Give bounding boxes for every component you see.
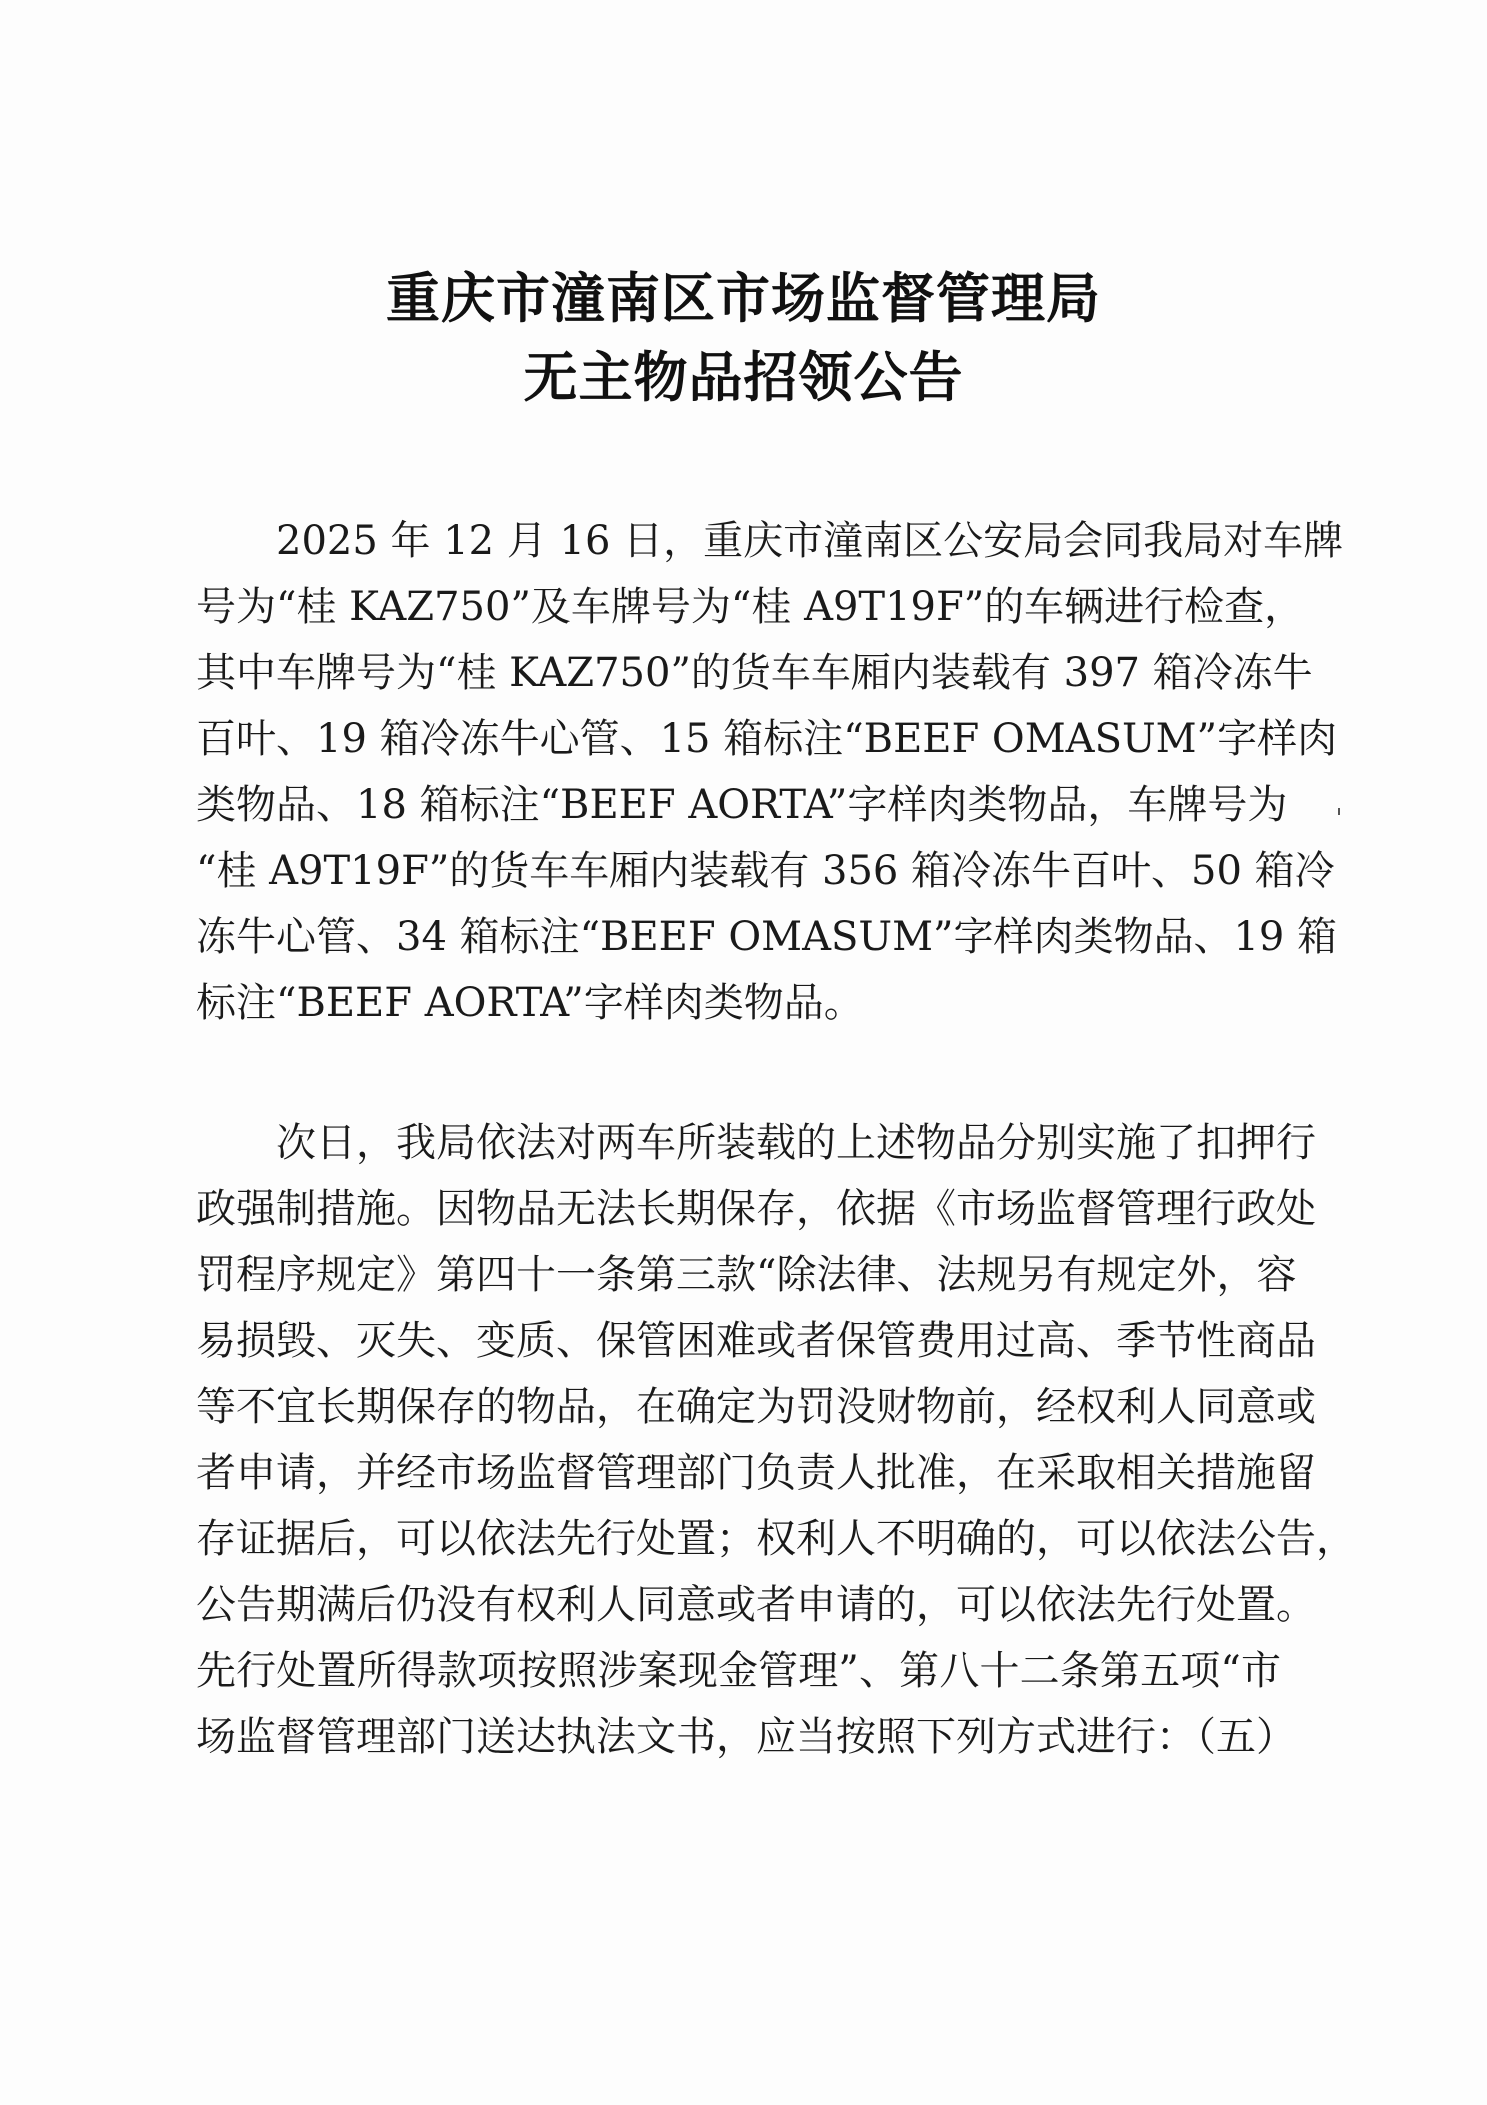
paragraph-line: “桂 A9T19F”的货车车厢内装载有 356 箱冷冻牛百叶、50 箱冷: [196, 848, 1335, 894]
paragraph-line: 先行处置所得款项按照涉案现金管理”、第八十二条第五项“市: [196, 1648, 1281, 1694]
paragraph-inspection: [196, 508, 1344, 1036]
paragraph-line: 公告期满后仍没有权利人同意或者申请的，可以依法先行处置。: [196, 1582, 1316, 1628]
paragraph-line: 存证据后，可以依法先行处置；权利人不明确的，可以依法公告，: [196, 1516, 1356, 1562]
paragraph-line: 冻牛心管、34 箱标注“BEEF OMASUM”字样肉类物品、19 箱: [196, 914, 1338, 960]
paragraph-line: 百叶、19 箱冷冻牛心管、15 箱标注“BEEF OMASUM”字样肉: [196, 716, 1338, 762]
paragraph-line: 者申请，并经市场监督管理部门负责人批准，在采取相关措施留: [196, 1450, 1316, 1496]
scan-speck: [1338, 808, 1340, 815]
paragraph-line: 类物品、18 箱标注“BEEF AORTA”字样肉类物品，车牌号为: [196, 782, 1288, 828]
document-title-notice: 无主物品招领公告: [523, 345, 964, 409]
paragraph-line: 等不宜长期保存的物品，在确定为罚没财物前，经权利人同意或: [196, 1384, 1316, 1430]
paragraph-line: 政强制措施。因物品无法长期保存，依据《市场监督管理行政处: [196, 1186, 1316, 1232]
paragraph-line: 其中车牌号为“桂 KAZ750”的货车车厢内装载有 397 箱冷冻牛: [196, 650, 1313, 696]
paragraph-line: 标注“BEEF AORTA”字样肉类物品。: [196, 980, 864, 1026]
paragraph-line: 场监督管理部门送达执法文书，应当按照下列方式进行：（五）: [196, 1714, 1296, 1760]
paragraph-line: 罚程序规定》第四十一条第三款“除法律、法规另有规定外，容: [196, 1252, 1297, 1298]
paragraph-line: 2025 年 12 月 16 日，重庆市潼南区公安局会同我局对车牌: [276, 518, 1344, 564]
paragraph-legal-basis: [196, 1110, 1356, 1770]
paragraph-line: 易损毁、灭失、变质、保管困难或者保管费用过高、季节性商品: [196, 1318, 1316, 1364]
paragraph-line: 号为“桂 KAZ750”及车牌号为“桂 A9T19F”的车辆进行检查，: [196, 584, 1305, 630]
document-title-agency: 重庆市潼南区市场监督管理局: [386, 266, 1101, 330]
paragraph-line: 次日，我局依法对两车所装载的上述物品分别实施了扣押行: [276, 1120, 1316, 1166]
